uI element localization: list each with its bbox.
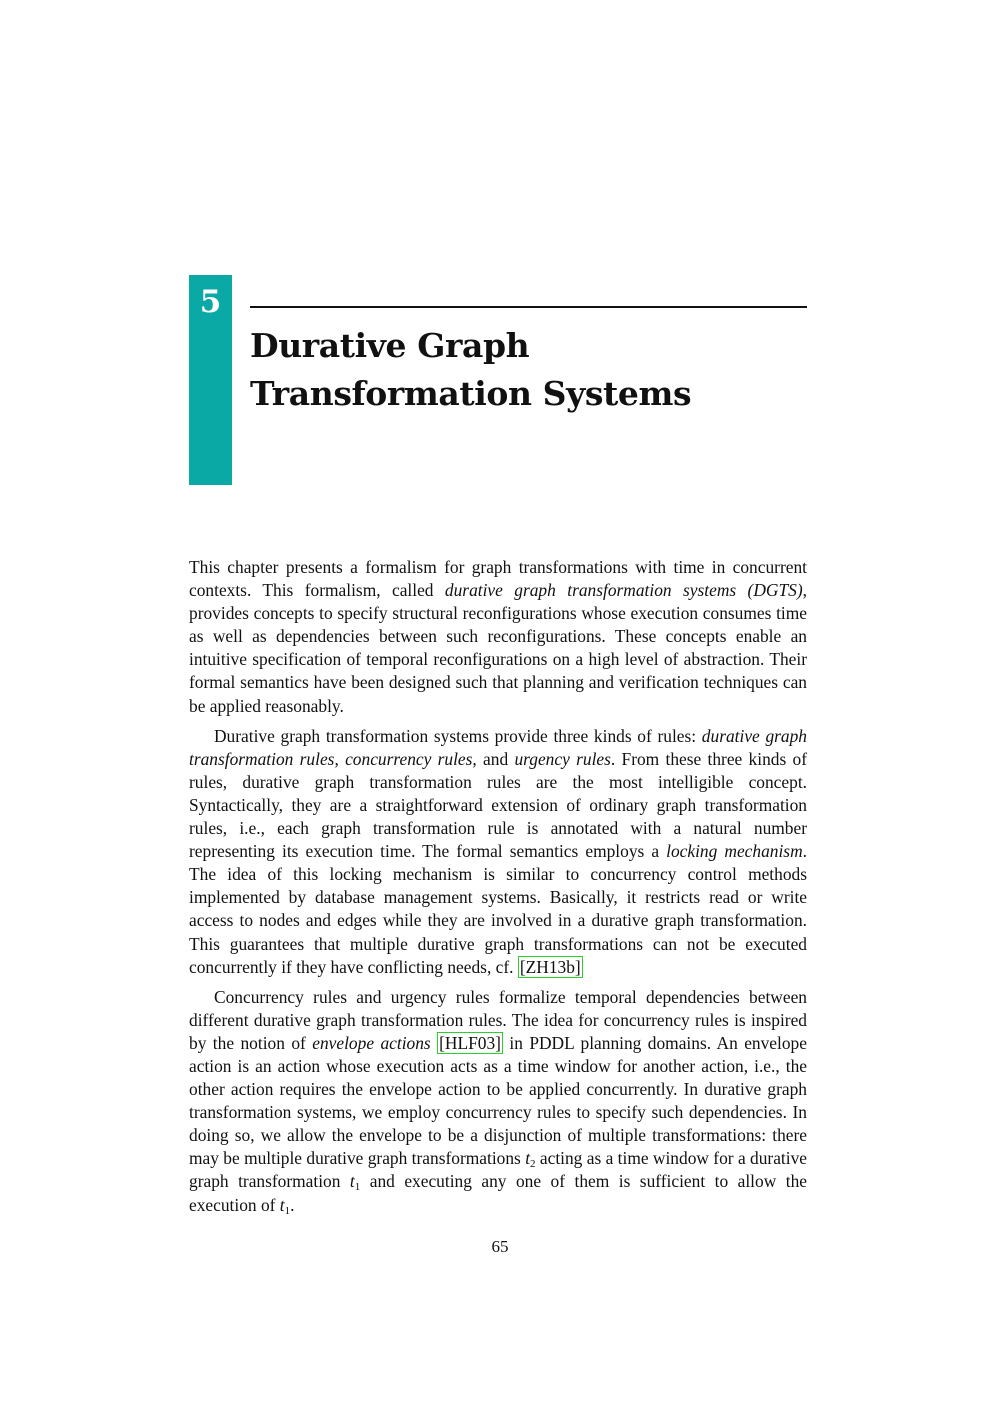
emphasis-text: concurrency rules [345,748,473,769]
math-subscript: 1 [284,1204,291,1217]
paragraph-concurrency [189,986,807,1217]
citation-link[interactable]: [ZH13b] [519,956,581,977]
math-variable: t [279,1194,285,1215]
text-run: , and [472,748,515,769]
math-variable: t [525,1148,531,1169]
citation-link[interactable]: [HLF03] [439,1032,501,1053]
text-run: acting as a time window for a durative graph transformation [189,1148,807,1192]
chapter-number: 5 [199,284,222,320]
paragraph-rules [189,725,807,979]
emphasis-text: locking mechanism [666,841,803,862]
text-run: This chapter presents a formalism for graph transformations with time in concurrent contexts. This formalism, called [189,557,807,601]
citation-key: ZH13b [525,956,575,977]
math-subscript: 1 [354,1181,361,1194]
emphasis-text: urgency rules [514,748,611,769]
chapter-number-bar [189,275,232,485]
title-rule [250,306,807,308]
text-run: , [334,748,346,769]
page-number: 65 [491,1237,509,1256]
paragraph-intro [189,556,807,718]
emphasis-text: durative graph transformation rules [189,725,807,769]
math-subscript: 2 [530,1158,536,1171]
chapter-title: Durative Graph Transformation Systems [250,326,692,413]
emphasis-text: envelope actions [312,1032,431,1053]
text-run: Durative graph transformation systems provide three kinds of rules: [214,725,702,746]
text-run: . The idea of this locking mechanism is similar to concurrency control methods implemented by database management systems. Basically, it restricts read or write access to nodes and edges while they are involved in a durative graph transformation. This guarantees that multiple durative graph transformations can not be executed concurrently if they have conflicting needs, cf. [189,841,807,977]
citation-key: HLF03 [444,1032,496,1053]
text-run: . From these three kinds of rules, durative graph transformation rules are the most intelligible concept. Syntactically, they are a straightforward extension of ordinary graph transformation rules, i.e., each graph transformation rule is annotated with a natural number representing its execution time. The formal semantics employs a [189,748,808,862]
emphasis-text: durative graph transformation systems (DGTS) [444,580,803,601]
chapter-body [189,556,807,1224]
text-run: Concurrency rules and urgency rules formalize temporal dependencies between different durative graph transformation rules. The idea for concurrency rules is inspired by the notion of [189,986,807,1053]
text-run: . [290,1194,295,1215]
text-run: in PDDL planning domains. An envelope action is an action whose execution acts as a time window for another action, i.e., the other action requires the envelope action to be applied concurrently. In durative graph transformation systems, we employ concurrency rules to specify such dependencies. In doing so, we allow the envelope to be a disjunction of multiple transformations: there may be multiple durative graph transformations [189,1032,807,1169]
text-run: , provides concepts to specify structural reconfigurations whose execution consumes time as well as dependencies between such reconfigurations. These concepts enable an intuitive specification of temporal reconfigurations on a high level of abstraction. Their formal semantics have been designed such that planning and verification techniques can be applied reasonably. [189,580,807,716]
math-variable: t [349,1171,355,1192]
text-run: and executing any one of them is sufficient to allow the execution of [189,1171,807,1215]
